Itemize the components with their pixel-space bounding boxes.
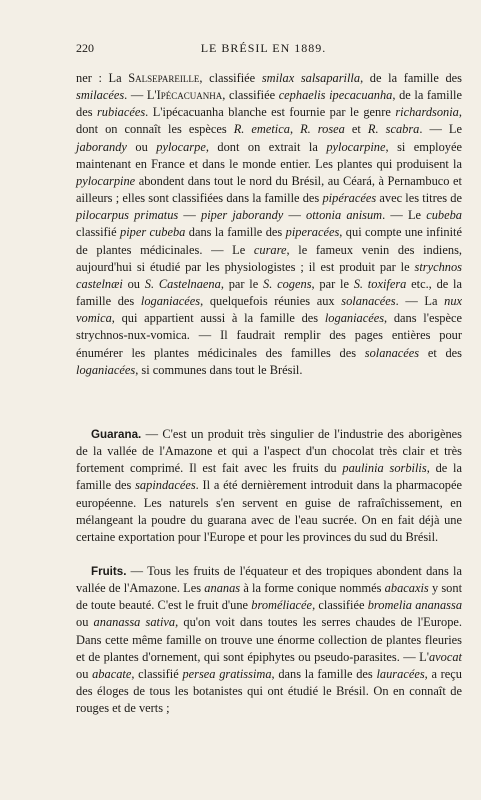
italic-term: cubeba [426, 208, 462, 223]
text-run: — Tous les fruits de l'équateur et des tropiques abondent dans la vallée de l'Amazone. Les [76, 564, 462, 596]
italic-term: ananas [204, 581, 241, 596]
text-run: , dont on extrait la [205, 139, 327, 154]
italic-term: S. cogens [263, 276, 312, 291]
text-run: — [283, 208, 307, 223]
section-lead-heading: Guarana. [91, 428, 142, 441]
page-number: 220 [76, 41, 94, 55]
text-run: ner : La [76, 71, 129, 85]
italic-term: piperacées [285, 225, 340, 240]
text-run: , dans la famille des [271, 666, 377, 681]
text-run: , classifiée [312, 598, 368, 613]
text-run: , de la famille des [76, 88, 462, 120]
italic-term: solanacées [341, 294, 396, 309]
text-run: , de la famille des [360, 71, 463, 85]
text-run: classifié [76, 225, 120, 240]
text-run: , [289, 122, 301, 137]
italic-term: jaborandy [76, 139, 127, 154]
section-lead-heading: Fruits. [91, 565, 127, 578]
italic-term: ananassa sativa [93, 615, 176, 630]
italic-term: loganiacées [76, 362, 136, 377]
italic-term: pylocarpine [76, 173, 136, 188]
small-caps-term: Salsepareille [128, 71, 200, 85]
paragraph-fruits [76, 563, 462, 717]
text-run: , si communes dans tout le Brésil. [135, 362, 303, 377]
text-run: , classifiée [222, 88, 279, 103]
text-run: , a reçu des éloges de tous les botanistes qui ont étudié le Brésil. On en connaît de rouges et de verts ; [76, 666, 462, 716]
text-run: ou [122, 276, 145, 291]
small-caps-term: Ipécacuanha [156, 88, 223, 103]
text-run: . — Le [382, 208, 427, 223]
italic-term: smilax salsaparilla [261, 71, 361, 85]
italic-term: persea gratissima [182, 666, 272, 681]
italic-term: R. emetica [233, 122, 290, 137]
text-run: — [178, 208, 201, 223]
text-run: dans la famille des [185, 225, 286, 240]
text-run: . Il a été dernièrement introduit dans la pharmacopée européenne. Les naturels s'en servent en guise de rafraîchissement, en mélangeant la poudre du guarana avec de l'eau sucrée. On en fait déjà une certaine exportation pour l'Europe et pour les provinces du sud du Brésil. [76, 478, 462, 544]
text-run: , classifié [131, 666, 183, 681]
italic-term: cephaelis ipecacuanha [278, 88, 393, 103]
italic-term: R. rosea [300, 122, 345, 137]
italic-term: solanacées [364, 345, 420, 360]
italic-term: pilocarpus primatus [76, 208, 179, 223]
italic-term: strychnos castelnæi [76, 259, 462, 291]
italic-term: nux vomica [76, 294, 463, 326]
running-header [76, 41, 451, 57]
text-run: , qui compte une infinité de plantes médicinales. — Le [76, 225, 462, 257]
italic-term: broméliacée [251, 598, 313, 613]
italic-term: avocat [428, 649, 462, 664]
text-run: avec les titres de [376, 191, 462, 206]
italic-term: richardsonia [395, 105, 459, 120]
italic-term: bromelia ananassa [367, 598, 463, 613]
text-run: — C'est un produit très singulier de l'industrie des aborigènes de la vallée de l'Amazone et qui a l'aspect d'un chocolat très clair et très fortement comprimé. Il est fait avec les fruits du [76, 427, 462, 476]
text-run: et des [419, 345, 463, 360]
italic-term: S. Castelnaena [144, 276, 221, 291]
text-run: , de la famille des [76, 461, 462, 493]
text-run: ou [126, 139, 157, 154]
italic-term: curare [253, 242, 287, 257]
text-run: , quelquefois réunies aux [200, 294, 342, 309]
italic-term: lauracées [376, 666, 425, 681]
text-run: . — Le [419, 122, 462, 137]
italic-term: pylocarpine [326, 139, 386, 154]
italic-term: ottonia anisum [306, 208, 383, 223]
text-run: y sont de toute beauté. C'est le fruit d'une [76, 581, 463, 613]
text-run: , classifiée [199, 71, 262, 85]
paragraph-text [76, 70, 462, 379]
paragraph-text [76, 563, 462, 717]
italic-term: S. toxifera [353, 276, 407, 291]
text-run: ou [76, 615, 94, 630]
text-run: , par le [311, 276, 354, 291]
italic-term: abacaxis [384, 581, 429, 596]
text-run: abondent dans tout le nord du Brésil, au Céará, à Pernambuco et ailleurs ; elles sont classifiées dans la famille des [76, 173, 462, 206]
italic-term: piper jaborandy [201, 208, 284, 223]
text-run: etc., de la famille des [76, 276, 462, 309]
text-run: . — L' [124, 88, 157, 103]
italic-term: smilacées [76, 88, 125, 103]
italic-term: loganiacées [140, 294, 201, 309]
running-title: LE BRÉSIL EN 1889. [200, 41, 327, 55]
text-run: , qui appartient aussi à la famille des [111, 311, 325, 326]
text-run: ou [76, 666, 93, 681]
italic-term: pipéracées [322, 191, 377, 206]
italic-term: R. scabra [367, 122, 420, 137]
italic-term: rubiacées [96, 105, 146, 120]
text-run: . — La [395, 294, 445, 309]
text-run: à la forme conique nommés [240, 581, 385, 596]
italic-term: piper cubeba [120, 225, 186, 240]
italic-term: loganiacées [324, 311, 385, 326]
paragraph-guarana [76, 426, 462, 546]
text-run: , le fameux venin des indiens, aujourd'hui si étudié par les physiologistes ; il est produit par le [76, 242, 462, 274]
text-run: et [344, 122, 368, 137]
italic-term: sapindacées [135, 478, 196, 493]
italic-term: abacate [92, 666, 132, 681]
text-run: , qu'on voit dans toutes les serres chaudes de l'Europe. Dans cette même famille on trouve une énorme collection de plantes fleuries et de plantes d'ornement, qui sont épiphytes ou pseudo-parasites. — L' [76, 615, 462, 664]
paragraph-text [76, 426, 462, 546]
paragraph-medicinal-plants [76, 70, 462, 379]
text-run: . L'ipécacuanha blanche est fournie par le genre [145, 105, 396, 120]
text-run: , si employée maintenant en France et dans le monde entier. Les plantes qui produisent la [76, 139, 462, 171]
text-run: , dont on connaît les espèces [76, 105, 462, 137]
text-run: , dans l'espèce strychnos-nux-vomica. — Il faudrait remplir des pages entières pour énumérer les plantes médicinales des familles des [76, 311, 462, 360]
italic-term: paulinia sorbilis [342, 461, 427, 476]
text-run: , par le [220, 276, 264, 291]
italic-term: pylocarpe [156, 139, 206, 154]
